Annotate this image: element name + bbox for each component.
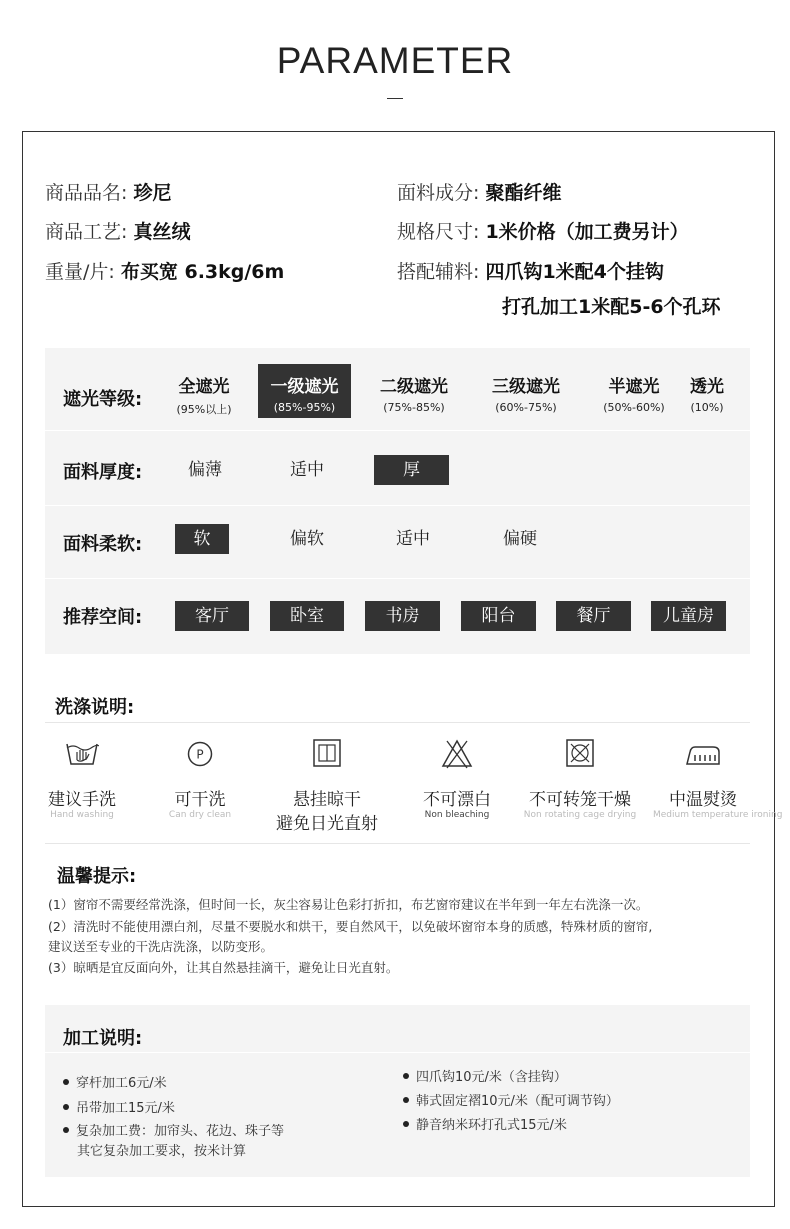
accessories-line2: 打孔加工1米配5-6个孔环 <box>502 296 721 318</box>
wash-label-en: Non bleaching <box>424 810 490 820</box>
hang-dry-icon <box>313 739 341 771</box>
room-tag: 客厅 <box>175 601 249 631</box>
no-bleach-icon <box>441 739 473 773</box>
softness-option: 偏硬 <box>503 529 537 549</box>
rooms-label: 推荐空间: <box>63 607 143 628</box>
tip-line: (3）晾晒是宜反面向外，让其自然悬挂滴干，避免让日光直射。 <box>48 960 399 975</box>
room-tag: 卧室 <box>270 601 344 631</box>
wash-label-en: Can dry clean <box>168 810 232 820</box>
page-title: PARAMETER <box>276 40 514 81</box>
shading-option-selected: 一级遮光 (85%-95%) <box>258 364 351 418</box>
shading-option: 二级遮光 (75%-85%) <box>380 377 448 414</box>
hand-wash-icon <box>65 738 99 772</box>
wash-label: 不可转笼干燥 <box>529 790 631 810</box>
shading-option: 半遮光 (50%-60%) <box>603 377 665 414</box>
divider <box>45 722 750 723</box>
divider <box>45 1052 750 1053</box>
row-divider <box>45 505 750 506</box>
shading-option: 透光 (10%) <box>690 377 724 414</box>
thickness-option: 适中 <box>290 460 324 480</box>
shading-option: 三级遮光 (60%-75%) <box>492 377 560 414</box>
tips-title: 温馨提示: <box>57 866 137 887</box>
processing-item: 复杂加工费：加帘头、花边、珠子等 <box>63 1120 284 1139</box>
wash-label: 可干洗 <box>174 790 226 810</box>
processing-item: 吊带加工15元/米 <box>63 1097 175 1116</box>
shading-label: 遮光等级: <box>63 389 143 410</box>
wash-label-en: Non rotating cage drying <box>523 810 637 820</box>
dry-clean-icon <box>187 741 213 771</box>
softness-label: 面料柔软: <box>63 534 143 555</box>
iron-medium-icon <box>685 744 721 770</box>
softness-option: 适中 <box>396 529 430 549</box>
processing-item-extra: 其它复杂加工要求，按米计算 <box>77 1144 247 1159</box>
product-weight: 重量/片: 布买宽 6.3kg/6m <box>45 261 285 283</box>
title-underline <box>387 98 403 99</box>
tip-line: (1）窗帘不需要经常洗涤，但时间一长，灰尘容易让色彩打折扣，布艺窗帘建议在半年到一年左右洗涤一次。 <box>48 897 649 912</box>
wash-label-line2: 避免日光直射 <box>276 814 378 834</box>
thickness-label: 面料厚度: <box>63 462 143 483</box>
product-name: 商品品名: 珍尼 <box>45 182 172 204</box>
room-tag: 书房 <box>365 601 440 631</box>
room-tag: 阳台 <box>461 601 536 631</box>
accessories: 搭配辅料: 四爪钩1米配4个挂钩 <box>397 261 664 283</box>
wash-label: 建议手洗 <box>48 790 116 810</box>
wash-label-en: Medium temperature ironing <box>653 810 783 820</box>
tip-line: (2）清洗时不能使用漂白剂，尽量不要脱水和烘干，要自然风干，以免破坏窗帘本身的质感，特殊材质的窗帘, <box>48 919 653 934</box>
product-size: 规格尺寸: 1米价格（加工费另计） <box>397 221 689 243</box>
softness-option: 偏软 <box>290 529 324 549</box>
shading-option: 全遮光 (95%以上) <box>176 377 232 416</box>
wash-label: 悬挂晾干 <box>293 790 361 810</box>
room-tag: 餐厅 <box>556 601 631 631</box>
room-tag: 儿童房 <box>651 601 726 631</box>
processing-item: 静音纳米环打孔式15元/米 <box>403 1114 567 1133</box>
wash-label: 不可漂白 <box>423 790 491 810</box>
row-divider <box>45 578 750 579</box>
row-divider <box>45 430 750 431</box>
processing-item: 穿杆加工6元/米 <box>63 1072 167 1091</box>
tip-line: 建议送至专业的干洗店洗涤，以防变形。 <box>48 939 274 954</box>
divider <box>45 843 750 844</box>
thickness-option-selected: 厚 <box>374 455 449 485</box>
processing-title: 加工说明: <box>63 1028 143 1049</box>
product-craft: 商品工艺: 真丝绒 <box>45 221 191 243</box>
fabric-composition: 面料成分: 聚酯纤维 <box>397 182 562 204</box>
thickness-option: 偏薄 <box>188 460 222 480</box>
wash-label: 中温熨烫 <box>669 790 737 810</box>
no-tumble-dry-icon <box>566 739 594 771</box>
processing-item: 韩式固定褶10元/米（配可调节钩） <box>403 1090 619 1109</box>
processing-item: 四爪钩10元/米（含挂钩） <box>403 1066 567 1085</box>
wash-label-en: Hand washing <box>50 810 114 820</box>
softness-option-selected: 软 <box>175 524 229 554</box>
svg-text:P: P <box>196 747 204 762</box>
washing-title: 洗涤说明: <box>55 697 135 718</box>
